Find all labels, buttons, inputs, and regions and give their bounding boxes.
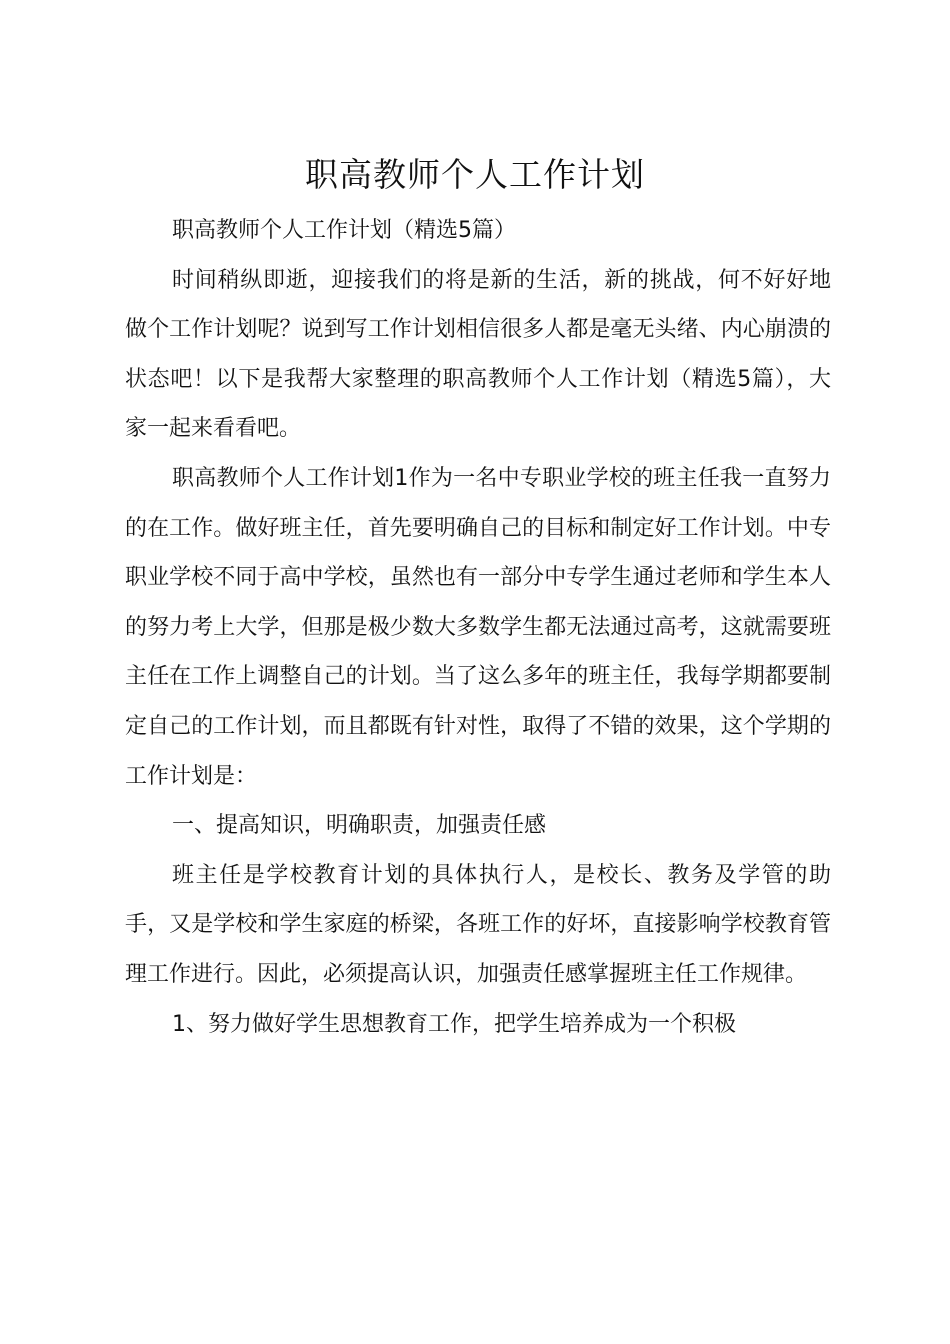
paragraph-subtitle: 职高教师个人工作计划（精选5篇） (172, 218, 516, 243)
list-item-1: 1、努力做好学生思想教育工作，把学生培养成为一个积极 (172, 1011, 736, 1037)
paragraph-plan-1: 职高教师个人工作计划1作为一名中专职业学校的班主任我一直努力的在工作。做好班主任，首先要明确自己的目标和制定好工作计划。中专职业学校不同于高中学校，虽然也有一部分中专学生通过老师和学生本人的努力考上大学，但那是极少数大多数学生都无法通过高考，这就需要班主任在工作上调整自己的计划。当了这么多年的班主任，我每学期都要制定自己的工作计划，而且都既有针对性，取得了不错的效果，这个学期的工作计划是： (125, 465, 831, 789)
paragraph-responsibility: 班主任是学校教育计划的具体执行人，是校长、教务及学管的助手，又是学校和学生家庭的桥梁，各班工作的好坏，直接影响学校教育管理工作进行。因此，必须提高认识，加强责任感掌握班主任工作规律。 (125, 862, 831, 987)
paragraph-intro: 时间稍纵即逝，迎接我们的将是新的生活，新的挑战，何不好好地做个工作计划呢？说到写工作计划相信很多人都是毫无头绪、内心崩溃的状态吧！以下是我帮大家整理的职高教师个人工作计划（精选5篇），大家一起来看看吧。 (125, 267, 831, 442)
section-heading: 一、提高知识，明确职责，加强责任感 (172, 813, 547, 839)
document-body (125, 206, 831, 1049)
document-title: 职高教师个人工作计划 (305, 155, 645, 194)
